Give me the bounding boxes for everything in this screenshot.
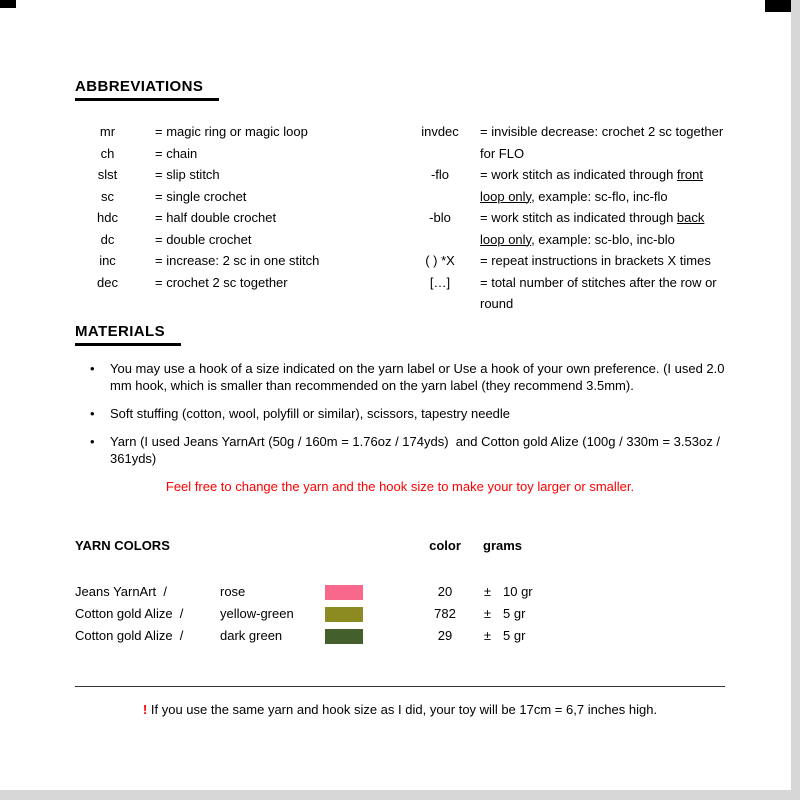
- abbreviation-entry: [75, 143, 410, 165]
- materials-list: [75, 360, 729, 467]
- abbreviation-term: ch: [100, 145, 115, 161]
- abbreviation-definition: = single crochet: [155, 188, 247, 204]
- abbreviation-entry: [75, 207, 410, 229]
- yarn-grams: 10 gr: [503, 584, 533, 599]
- abbreviation-entry: [75, 164, 410, 186]
- abbreviation-definition: = half double crochet: [155, 210, 277, 225]
- bullet-icon: •: [90, 405, 95, 421]
- abbreviation-entry: [75, 272, 410, 294]
- abbreviations-right-column: [410, 121, 725, 315]
- yarn-grams: 5 gr: [503, 628, 526, 643]
- abbreviation-entry: [410, 164, 725, 207]
- abbreviation-term: invdec: [421, 124, 459, 139]
- abbreviation-term: dec: [97, 274, 118, 290]
- materials-bullet: [75, 433, 725, 467]
- color-swatch: [325, 607, 363, 622]
- swatch-cell: [325, 605, 415, 621]
- abbreviations-left-column: [75, 121, 410, 315]
- bullet-text: Yarn (I used Jeans YarnArt (50g / 160m = 1.76oz / 174yds) and Cotton gold Alize (100g / 330m = 3.53oz / 361yds): [110, 433, 724, 466]
- yarn-brand: Cotton gold Alize /: [75, 606, 184, 621]
- abbreviation-entry: [410, 250, 725, 272]
- footer-divider: [75, 686, 725, 687]
- abbreviation-term: inc: [99, 253, 116, 268]
- yarn-change-note: Feel free to change the yarn and the hook size to make your toy larger or smaller.: [165, 478, 635, 494]
- abbreviation-entry: [410, 207, 725, 250]
- abbreviation-entry: [75, 121, 410, 143]
- footer-text: If you use the same yarn and hook size as I did, your toy will be 17cm = 6,7 inches high.: [147, 701, 658, 717]
- yarn-colors-header: [75, 537, 725, 555]
- column-header-grams: grams: [483, 538, 523, 553]
- color-swatch: [325, 629, 363, 644]
- abbreviation-definition: = chain: [155, 145, 198, 161]
- yarn-row: [75, 581, 725, 603]
- bullet-text: You may use a hook of a size indicated on the yarn label or Use a hook of your own preference. (I used 2.0 mm hook, which is smaller than recommended on the yarn label (they recommend 3.5mm).: [110, 360, 729, 393]
- yarn-row: [75, 625, 725, 647]
- abbreviations-heading: ABBREVIATIONS: [75, 78, 219, 101]
- bullet-icon: •: [90, 433, 95, 449]
- abbreviation-definition: = crochet 2 sc together: [155, 274, 288, 290]
- yarn-grams: 5 gr: [503, 606, 526, 621]
- materials-heading: MATERIALS: [75, 323, 181, 346]
- abbreviation-definition: = magic ring or magic loop: [155, 124, 308, 139]
- yarn-colors-rows: [75, 581, 725, 647]
- footer-note: [75, 701, 725, 718]
- page-edge-bottom: [0, 790, 800, 800]
- abbreviation-term: slst: [97, 167, 118, 182]
- exclamation-mark: !: [142, 701, 148, 717]
- yarn-color-name: rose: [220, 584, 246, 599]
- yarn-color-name: yellow-green: [220, 606, 294, 621]
- plus-minus-sign: ±: [483, 606, 492, 621]
- abbreviation-definition: = invisible decrease: crochet 2 sc together for FLO: [480, 124, 724, 161]
- bullet-text: Soft stuffing (cotton, wool, polyfill or similar), scissors, tapestry needle: [110, 405, 511, 421]
- abbreviation-term: ( ) *X: [425, 253, 455, 268]
- abbreviation-entry: [75, 229, 410, 251]
- abbreviation-term: […]: [429, 274, 451, 290]
- abbreviation-definition: = double crochet: [155, 231, 252, 247]
- yarn-colors-section: [75, 537, 725, 647]
- yarn-color-number: 29: [437, 628, 453, 643]
- abbreviation-definition: = work stitch as indicated through back loop only, example: sc-blo, inc-blo: [480, 210, 705, 247]
- yarn-color-number: 782: [434, 606, 456, 621]
- yarn-row: [75, 603, 725, 625]
- abbreviation-entry: [410, 121, 725, 164]
- swatch-cell: [325, 627, 415, 643]
- viewer-corner-mark-left: [0, 0, 16, 8]
- abbreviation-term: hdc: [97, 210, 118, 225]
- abbreviation-term: dc: [100, 231, 115, 247]
- yarn-color-number: 20: [437, 584, 453, 599]
- column-header-color: color: [429, 538, 461, 553]
- bullet-icon: •: [90, 360, 95, 376]
- abbreviation-term: -flo: [430, 167, 450, 182]
- abbreviation-entry: [410, 272, 725, 315]
- abbreviation-definition: = total number of stitches after the row or round: [480, 274, 717, 311]
- abbreviation-entry: [75, 250, 410, 272]
- plus-minus-sign: ±: [483, 628, 492, 643]
- abbreviation-term: mr: [99, 124, 116, 139]
- abbreviation-entry: [75, 186, 410, 208]
- abbreviation-term: sc: [101, 188, 114, 204]
- yarn-colors-title: YARN COLORS: [75, 538, 170, 553]
- abbreviation-term: -blo: [429, 210, 451, 225]
- abbreviations-section: [75, 121, 725, 315]
- yarn-color-name: dark green: [220, 628, 283, 643]
- swatch-cell: [325, 583, 415, 599]
- abbreviation-definition: = slip stitch: [155, 167, 220, 182]
- plus-minus-sign: ±: [483, 584, 492, 599]
- page-edge-right: [791, 0, 800, 800]
- color-swatch: [325, 585, 363, 600]
- viewer-corner-mark-right: [765, 0, 791, 12]
- materials-bullet: [75, 405, 725, 422]
- abbreviation-definition: = repeat instructions in brackets X times: [480, 253, 711, 268]
- materials-bullet: [75, 360, 729, 394]
- abbreviation-definition: = work stitch as indicated through front loop only, example: sc-flo, inc-flo: [480, 167, 703, 204]
- yarn-brand: Jeans YarnArt /: [75, 584, 168, 599]
- yarn-brand: Cotton gold Alize /: [75, 628, 184, 643]
- abbreviation-definition: = increase: 2 sc in one stitch: [155, 253, 320, 268]
